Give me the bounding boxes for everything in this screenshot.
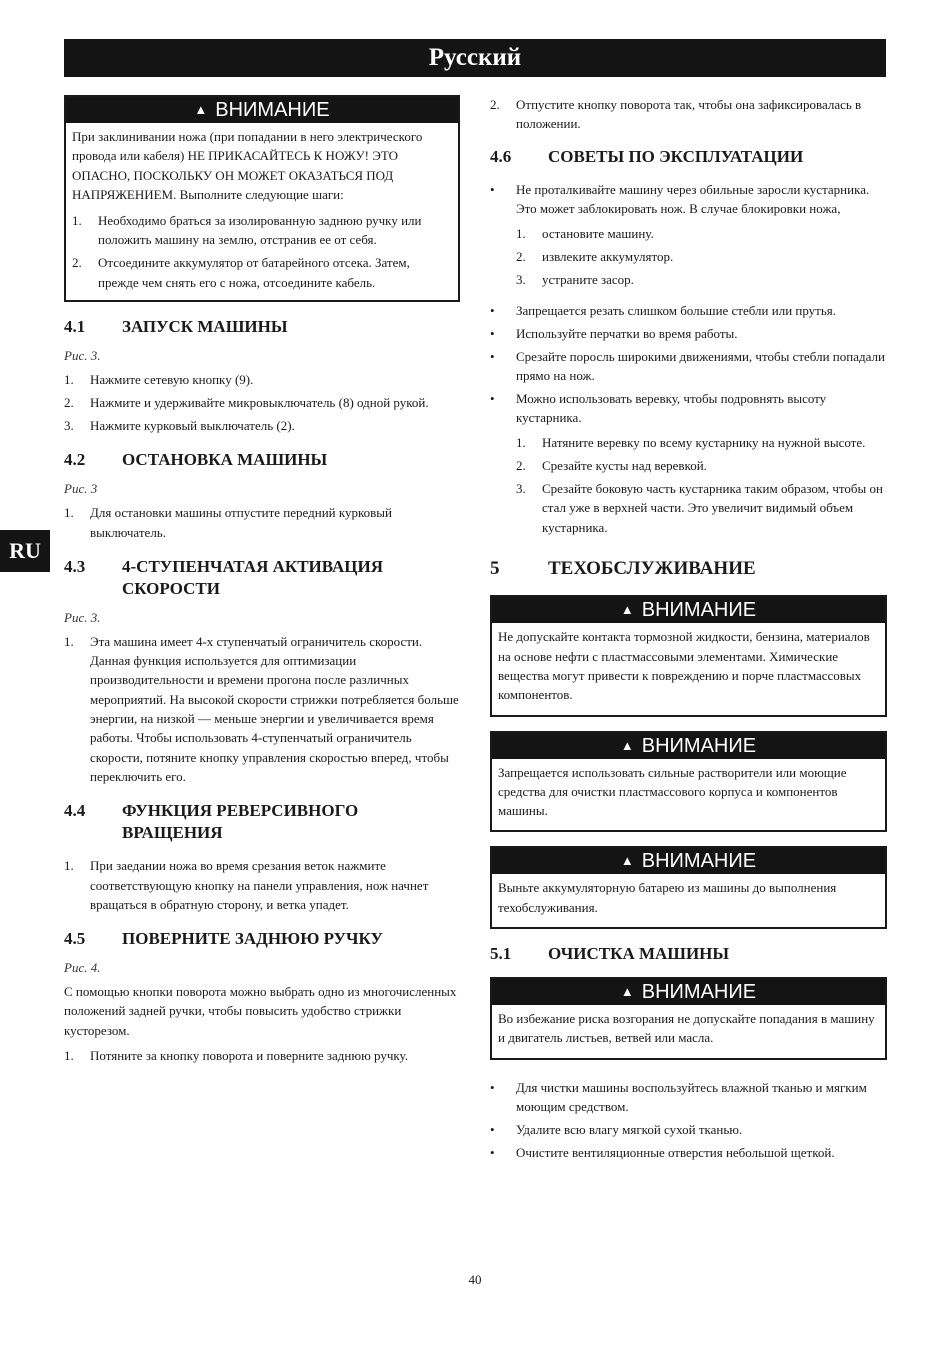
list-item: 3. Нажмите курковый выключатель (2). [64, 417, 295, 433]
list-item: 2. Отсоедините аккумулятор от батарейного отсека. Затем, прежде чем снять его с ножа, отсоедините кабель. [72, 255, 410, 290]
figure-reference: Рис. 3 [64, 481, 98, 497]
bullet-item: • Срезайте поросль широкими движениями, чтобы стебли попадали прямо на нож. [490, 348, 885, 383]
list-item: 1. Натяните веревку по всему кустарнику на нужной высоте. [516, 435, 866, 451]
warning-header [492, 597, 885, 623]
section-heading-4-1: 4.1 ЗАПУСК МАШИНЫ [64, 317, 288, 337]
section-heading-5: 5 ТЕХОБСЛУЖИВАНИЕ [490, 558, 756, 580]
steps-list [64, 370, 460, 435]
warning-box-jammed-blade [64, 95, 460, 302]
list-item: 1. остановите машину. [516, 226, 654, 242]
bullet-item: • Используйте перчатки во время работы. [490, 325, 738, 341]
warning-label: ВНИМАНИЕ [215, 99, 330, 121]
bullet-item: • Для чистки машины воспользуйтесь влажной тканью и мягким моющим средством. [490, 1079, 867, 1114]
tips-list [490, 180, 887, 546]
section-heading-5-1: 5.1 ОЧИСТКА МАШИНЫ [490, 944, 730, 964]
list-item: 2. извлеките аккумулятор. [516, 248, 674, 264]
warning-box-chemicals [490, 595, 887, 716]
figure-reference: Рис. 3. [64, 348, 101, 364]
warning-body: Запрещается использовать сильные растворители или моющие средства для очистки пластмассового корпуса и компонентов машины. [498, 764, 847, 819]
warning-body: Не допускайте контакта тормозной жидкости, бензина, материалов на основе нефти с пластмассовыми элементами. Химические вещества могут привести к повреждению и порче пластмассовых компонентов. [498, 629, 870, 703]
cleaning-list [490, 1078, 887, 1162]
list-item: 3. устраните засор. [516, 271, 634, 287]
warning-triangle-icon: ▲ [620, 737, 634, 753]
warning-triangle-icon: ▲ [620, 984, 634, 1000]
list-item: 1. Нажмите сетевую кнопку (9). [64, 372, 254, 388]
bullet-item: • Очистите вентиляционные отверстия небольшой щеткой. [490, 1144, 835, 1160]
list-item: 1. Потяните за кнопку поворота и поверните заднюю ручку. [64, 1048, 408, 1064]
warning-body: Выньте аккумуляторную батарею из машины до выполнения техобслуживания. [498, 880, 837, 915]
warning-triangle-icon: ▲ [194, 102, 208, 117]
warning-header [492, 979, 885, 1005]
paragraph: С помощью кнопки поворота можно выбрать одно из многочисленных положений задней ручки, чтобы повысить удобство стрижки кусторезом. [64, 984, 457, 1038]
warning-triangle-icon: ▲ [620, 853, 634, 869]
warning-box-solvents [490, 731, 887, 833]
section-heading-4-4: 4.4 ФУНКЦИЯ РЕВЕРСИВНОГО ВРАЩЕНИЯ [64, 801, 359, 843]
section-heading-4-3: 4.3 4-СТУПЕНЧАТАЯ АКТИВАЦИЯ СКОРОСТИ [64, 556, 384, 598]
steps-list-continued [490, 95, 887, 134]
list-item: 2. Отпустите кнопку поворота так, чтобы она зафиксировалась в положении. [490, 97, 862, 132]
steps-list [64, 632, 460, 786]
list-item: 1. Для остановки машины отпустите передний курковый выключатель. [64, 505, 392, 540]
warning-label: ВНИМАНИЕ [641, 850, 757, 873]
warning-label: ВНИМАНИЕ [641, 734, 757, 757]
bullet-item: • Запрещается резать слишком большие стебли или прутья. [490, 303, 837, 319]
warning-box-battery [490, 846, 887, 929]
warning-text: При заклинивании ножа (при попадании в него электрического провода или кабеля) НЕ ПРИКАСАЙТЕСЬ К НОЖУ! ЭТО ОПАСНО, ПОСКОЛЬКУ ОН МОЖЕТ ОКАЗАТЬСЯ ПОД НАПРЯЖЕНИЕМ. Выполните следующие шаги: [72, 129, 423, 202]
language-side-tab: RU [0, 530, 50, 572]
warning-triangle-icon: ▲ [620, 602, 634, 618]
bullet-item: • Удалите всю влагу мягкой сухой тканью. [490, 1121, 743, 1137]
section-heading-4-5: 4.5 ПОВЕРНИТЕ ЗАДНЮЮ РУЧКУ [64, 929, 383, 949]
warning-label: ВНИМАНИЕ [641, 599, 757, 622]
warning-body [66, 123, 458, 300]
section-heading-4-2: 4.2 ОСТАНОВКА МАШИНЫ [64, 450, 328, 470]
figure-reference: Рис. 3. [64, 609, 101, 625]
list-item: 1. Эта машина имеет 4-х ступенчатый ограничитель скорости. Данная функция используется для оптимизации производительности и времени прогона после различных мероприятий. На высокой скорости стрижки потребляется больше энергии, на низкой — меньше энергии и увеличивается время работы. Чтобы использовать 4-ступенчатый ограничитель скорости, потяните кнопку управления скоростью вперед, чтобы переключить его. [64, 633, 459, 784]
figure-reference: Рис. 4. [64, 960, 101, 976]
right-column [490, 95, 887, 1165]
section-heading-4-6: 4.6 СОВЕТЫ ПО ЭКСПЛУАТАЦИИ [490, 146, 804, 166]
left-column [64, 95, 460, 1069]
language-title-banner: Русский [64, 39, 886, 77]
bullet-item: • Не проталкивайте машину через обильные заросли кустарника. Это может заблокировать нож. В случае блокировки ножа, 1. остановите машину. 2. извлеките аккумулятор. 3. устраните засор. [490, 180, 887, 298]
list-item: 2. Срезайте кусты над веревкой. [516, 458, 707, 474]
list-item: 1. Необходимо браться за изолированную заднюю ручку или положить машину на землю, отстранив ее от себя. [72, 213, 422, 248]
list-item: 3. Срезайте боковую часть кустарника таким образом, чтобы он стал уже в верхней части. Это увеличит видимый объем кустарника. [516, 480, 883, 535]
warning-header [492, 733, 885, 759]
warning-header [492, 848, 885, 874]
warning-header [66, 97, 458, 123]
bullet-item: • Можно использовать веревку, чтобы подровнять высоту кустарника. 1. Натяните веревку по всему кустарнику на нужной высоте. 2. Срезайте кусты над веревкой. 3. Срезайте боковую часть кустарника таким образом, чтобы он стал уже в верхней части. Это увеличит видимый объем кустарника. [490, 389, 887, 546]
warning-body: Во избежание риска возгорания не допускайте попадания в машину и двигатель листьев, ветвей или масла. [498, 1011, 875, 1046]
sub-list [516, 433, 887, 540]
warning-box-fire [490, 977, 887, 1060]
steps-list [64, 1046, 460, 1065]
warning-label: ВНИМАНИЕ [641, 981, 757, 1004]
sub-list [516, 224, 887, 292]
steps-list [64, 503, 460, 542]
page-number: 40 [468, 1272, 482, 1287]
steps-list [64, 856, 460, 914]
list-item: 1. При заедании ножа во время срезания веток нажмите соответствующую кнопку на панели управления, нож начнет вращаться в обратную сторону, и ветка упадет. [64, 858, 429, 912]
list-item: 2. Нажмите и удерживайте микровыключатель (8) одной рукой. [64, 395, 429, 411]
